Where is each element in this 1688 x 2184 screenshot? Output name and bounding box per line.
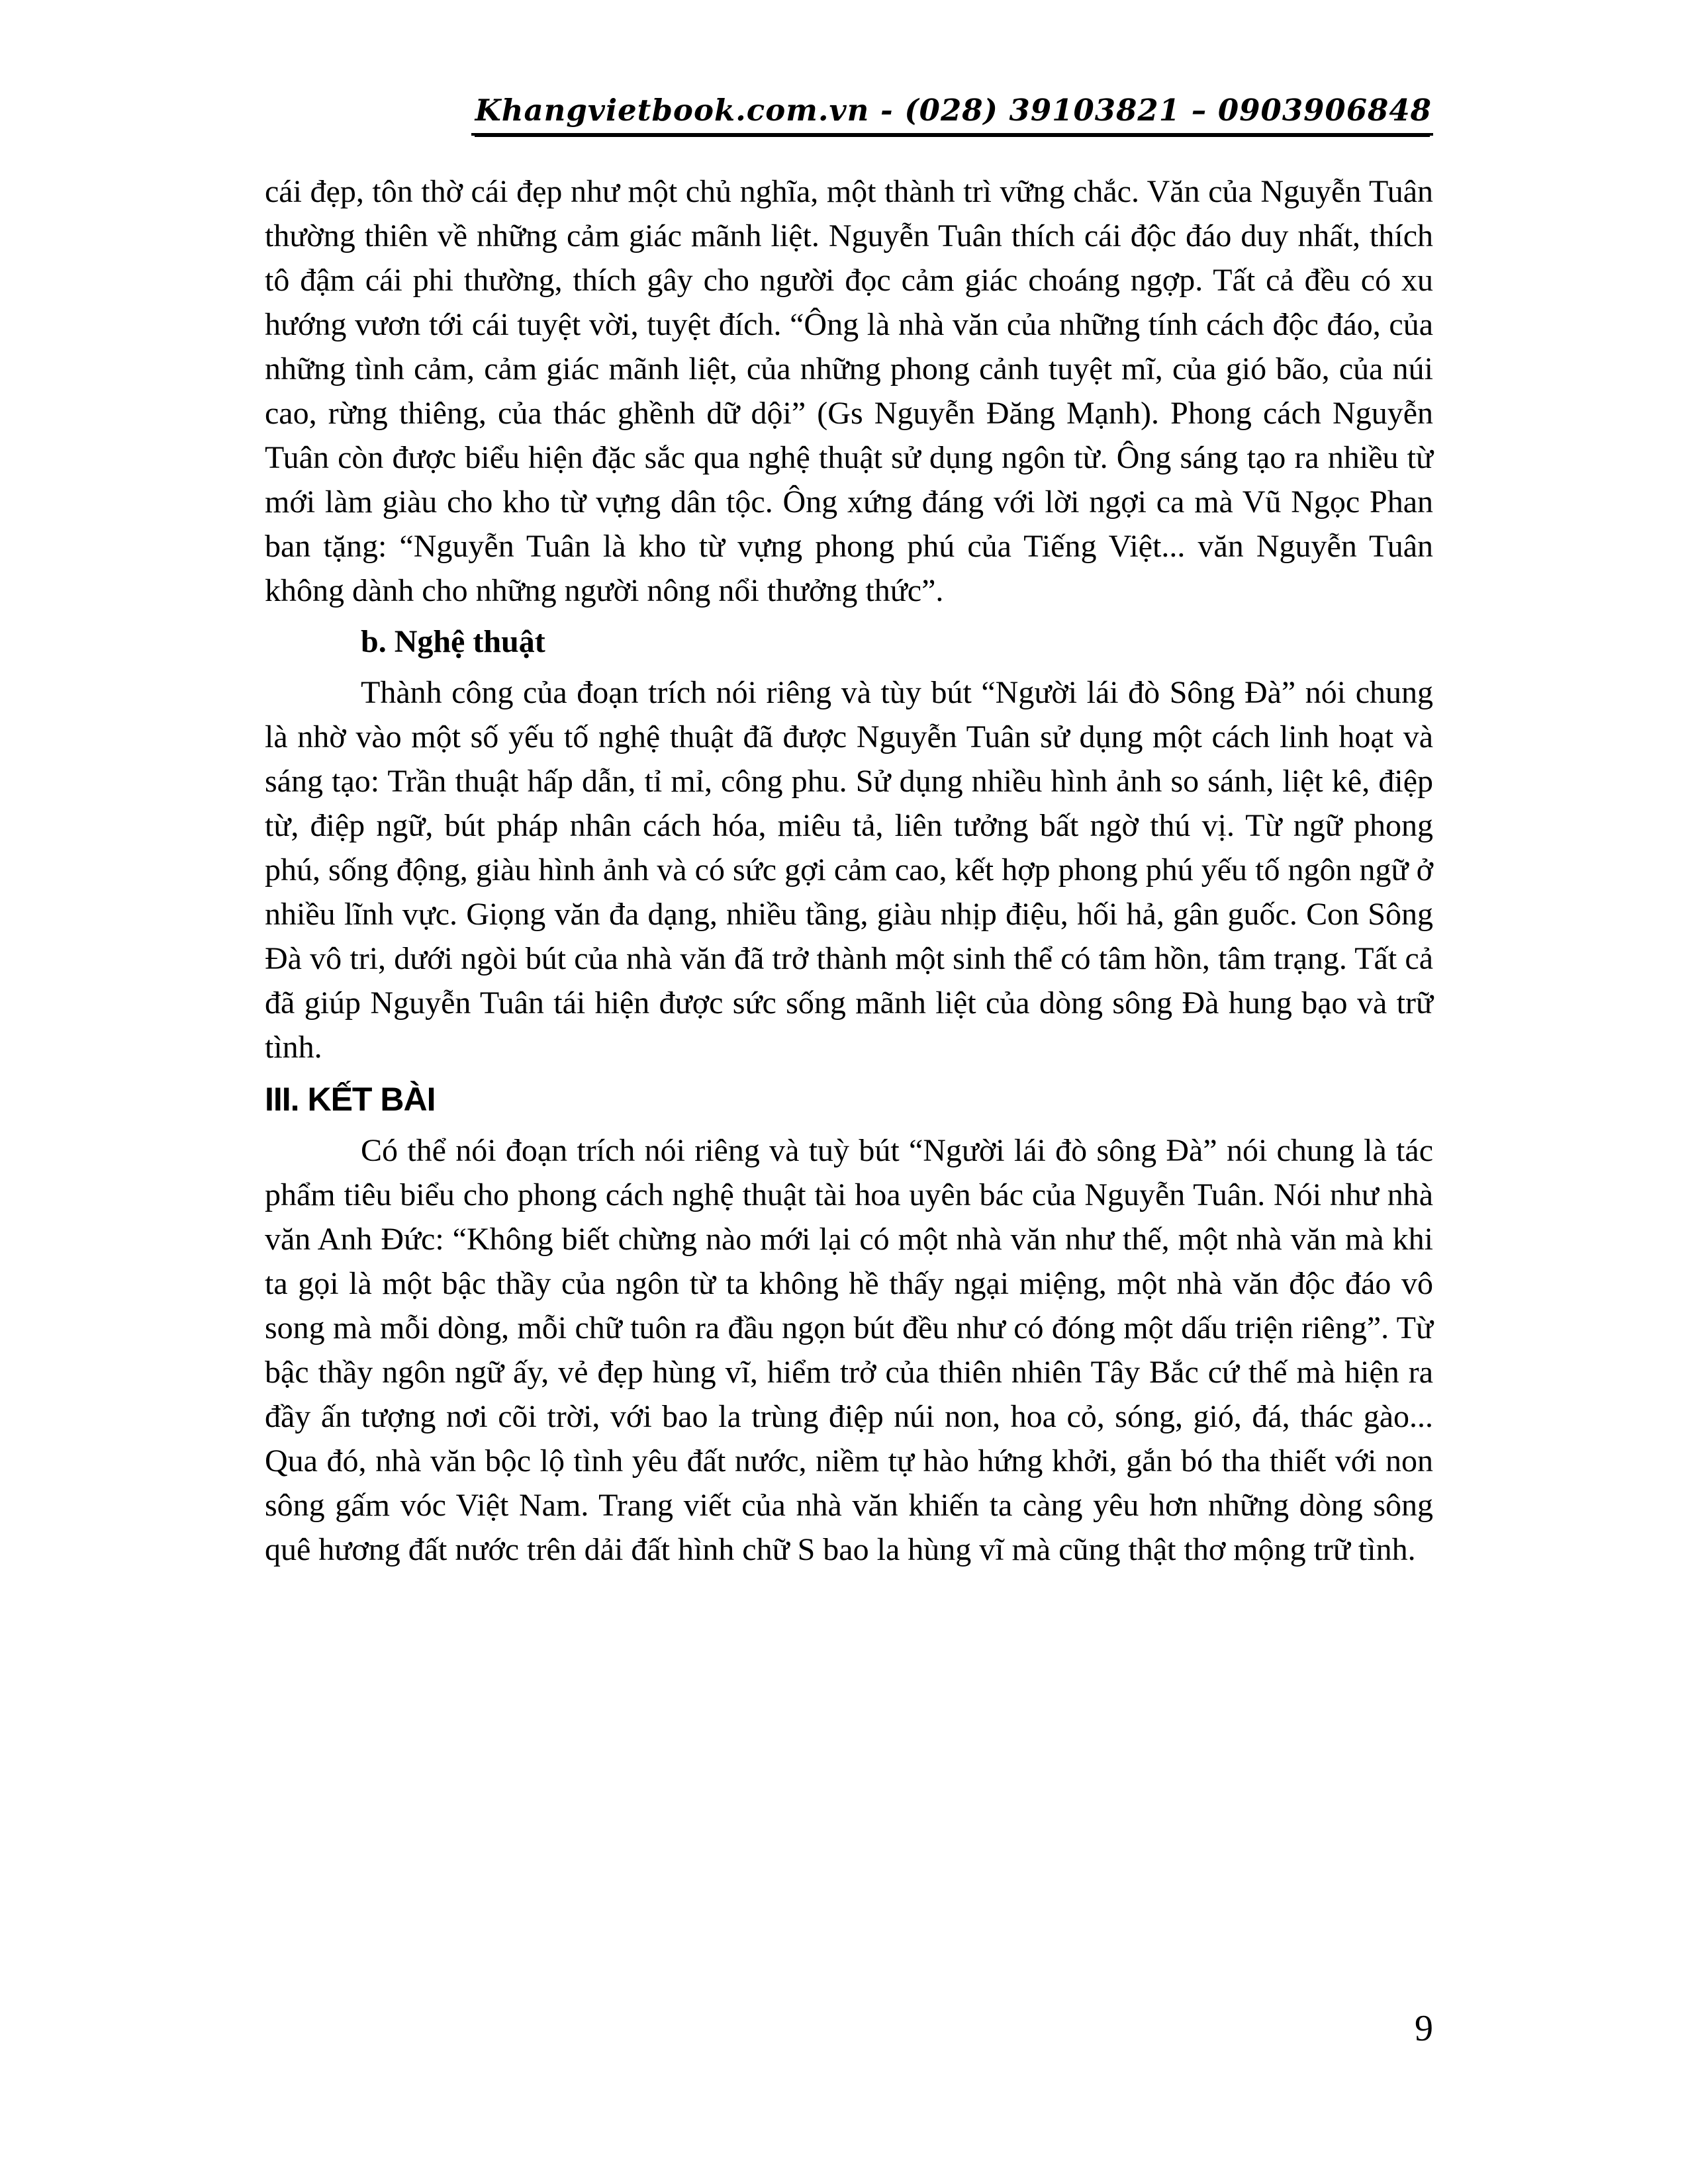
paragraph-nghe-thuat: Thành công của đoạn trích nói riêng và tùy bút “Người lái đò Sông Đà” nói chung là nhờ vào một số yếu tố nghệ thuật đã được Nguyễn Tuân sử dụng một cách linh hoạt và sáng tạo: Trần thuật hấp dẫn, tỉ mỉ, công phu. Sử dụng nhiều hình ảnh so sánh, liệt kê, điệp từ, điệp ngữ, bút pháp nhân cách hóa, miêu tả, liên tưởng bất ngờ thú vị. Từ ngữ phong phú, sống động, giàu hình ảnh và có sức gợi cảm cao, kết hợp phong phú yếu tố ngôn ngữ ở nhiều lĩnh vực. Giọng văn đa dạng, nhiều tầng, giàu nhịp điệu, hối hả, gân guốc. Con Sông Đà vô tri, dưới ngòi bút của nhà văn đã trở thành một sinh thể có tâm hồn, tâm trạng. Tất cả đã giúp Nguyễn Tuân tái hiện được sức sống mãnh liệt của dòng sông Đà hung bạo và trữ tình. (265, 675, 1433, 1065)
page-number: 9 (1415, 2008, 1433, 2049)
heading-nghe-thuat: b. Nghệ thuật (361, 624, 545, 659)
paragraph-continuation: cái đẹp, tôn thờ cái đẹp như một chủ nghĩa, một thành trì vững chắc. Văn của Nguyễn Tuân thường thiên về những cảm giác mãnh liệt. Nguyễn Tuân thích cái độc đáo duy nhất, thích tô đậm cái phi thường, thích gây cho người đọc cảm giác choáng ngợp. Tất cả đều có xu hướng vươn tới cái tuyệt vời, tuyệt đích. “Ông là nhà văn của những tính cách độc đáo, của những tình cảm, cảm giác mãnh liệt, của những phong cảnh tuyệt mĩ, của gió bão, của núi cao, rừng thiêng, của thác ghềnh dữ dội” (Gs Nguyễn Đăng Mạnh). Phong cách Nguyễn Tuân còn được biểu hiện đặc sắc qua nghệ thuật sử dụng ngôn từ. Ông sáng tạo ra nhiều từ mới làm giàu cho kho từ vựng dân tộc. Ông xứng đáng với lời ngợi ca mà Vũ Ngọc Phan ban tặng: “Nguyễn Tuân là kho từ vựng phong phú của Tiếng Việt... văn Nguyễn Tuân không dành cho những người nông nổi thưởng thức”. (265, 174, 1433, 608)
page-footer (265, 2005, 1433, 2052)
body-text-block (265, 169, 1433, 1572)
heading-ket-bai: III. KẾT BÀI (265, 1081, 436, 1118)
page-header (265, 93, 1433, 136)
paragraph-ket-bai: Có thể nói đoạn trích nói riêng và tuỳ bút “Người lái đò sông Đà” nói chung là tác phẩm tiêu biểu cho phong cách nghệ thuật tài hoa uyên bác của Nguyễn Tuân. Nói như nhà văn Anh Đức: “Không biết chừng nào mới lại có một nhà văn như thế, một nhà văn mà khi ta gọi là một bậc thầy của ngôn từ ta không hề thấy ngại miệng, một nhà văn độc đáo vô song mà mỗi dòng, mỗi chữ tuôn ra đầu ngọn bút đều như có đóng một dấu triện riêng”. Từ bậc thầy ngôn ngữ ấy, vẻ đẹp hùng vĩ, hiểm trở của thiên nhiên Tây Bắc cứ thế mà hiện ra đầy ấn tượng nơi cõi trời, với bao la trùng điệp núi non, hoa cỏ, sóng, gió, đá, thác gào... Qua đó, nhà văn bộc lộ tình yêu đất nước, niềm tự hào hứng khởi, gắn bó tha thiết với non sông gấm vóc Việt Nam. Trang viết của nhà văn khiến ta càng yêu hơn những dòng sông quê hương đất nước trên dải đất hình chữ S bao la hùng vĩ mà cũng thật thơ mộng trữ tình. (265, 1133, 1433, 1567)
publisher-header-text: Khangvietbook.com.vn - (028) 39103821 – 0903906848 (471, 93, 1433, 136)
